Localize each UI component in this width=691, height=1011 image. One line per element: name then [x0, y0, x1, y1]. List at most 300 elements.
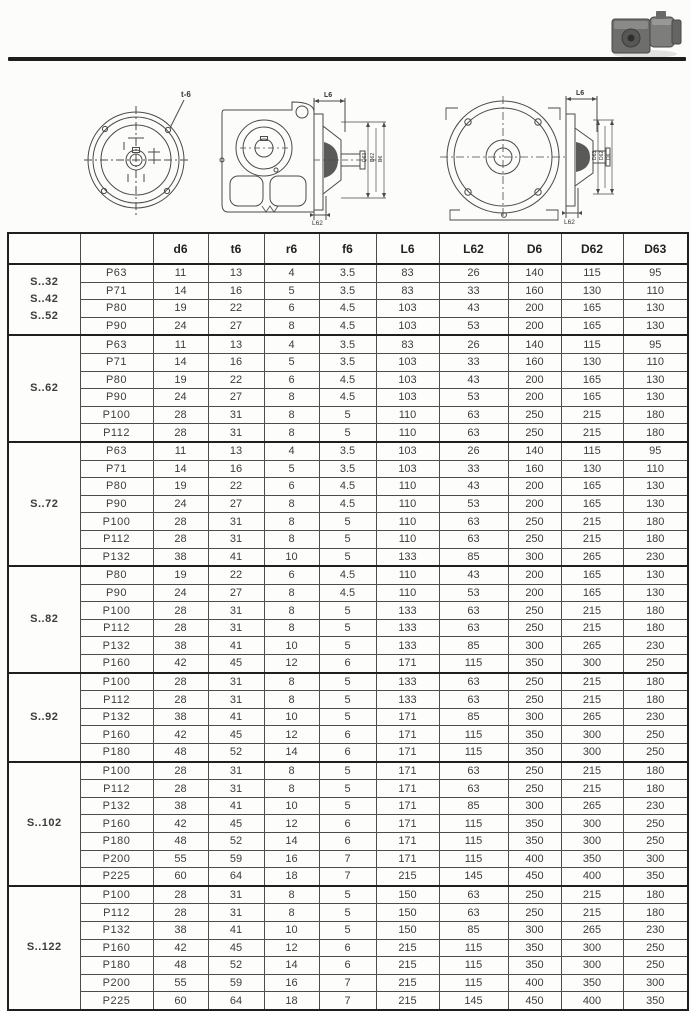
dim-value-cell: 63	[439, 530, 508, 548]
dim-value-cell: 38	[153, 548, 208, 566]
dim-value-cell: 5	[319, 406, 376, 424]
dim-value-cell: 230	[623, 921, 688, 939]
dim-value-cell: 171	[376, 780, 439, 798]
dim-value-cell: 11	[153, 442, 208, 460]
dim-value-cell: 8	[264, 406, 319, 424]
dim-value-cell: 22	[208, 478, 264, 496]
dim-value-cell: 265	[561, 708, 623, 726]
column-header: d6	[153, 233, 208, 264]
motor-size-label: P100	[80, 886, 153, 904]
dim-value-cell: 28	[153, 904, 208, 922]
dim-value-cell: 48	[153, 833, 208, 851]
dim-value-cell: 215	[561, 406, 623, 424]
dim-value-cell: 171	[376, 744, 439, 762]
motor-size-label: P160	[80, 726, 153, 744]
table-row	[8, 513, 688, 531]
gearmotor-photo	[607, 7, 685, 59]
dim-value-cell: 5	[319, 673, 376, 691]
dim-value-cell: 31	[208, 886, 264, 904]
dim-value-cell: 26	[439, 264, 508, 282]
dim-value-cell: 350	[561, 974, 623, 992]
dim-value-cell: 41	[208, 921, 264, 939]
flange-leader-label: t-6	[181, 90, 191, 99]
dim-value-cell: 171	[376, 726, 439, 744]
dim-value-cell: 300	[623, 974, 688, 992]
dim-value-cell: 31	[208, 691, 264, 709]
series-label: S..122	[8, 886, 80, 1010]
dim-value-cell: 31	[208, 424, 264, 442]
dim-value-cell: 12	[264, 655, 319, 673]
dim-value-cell: 16	[208, 460, 264, 478]
dim-value-cell: 12	[264, 939, 319, 957]
dim-value-cell: 450	[508, 868, 561, 886]
dim-value-cell: 180	[623, 619, 688, 637]
dim-value-cell: 171	[376, 655, 439, 673]
dim-value-cell: 250	[508, 691, 561, 709]
motor-size-label: P63	[80, 264, 153, 282]
dim-value-cell: 250	[508, 904, 561, 922]
dim-value-cell: 5	[319, 780, 376, 798]
dim-value-cell: 215	[376, 939, 439, 957]
dim-value-cell: 215	[561, 602, 623, 620]
dim-value-cell: 130	[623, 478, 688, 496]
dim-value-cell: 5	[319, 797, 376, 815]
dim-value-cell: 83	[376, 264, 439, 282]
dim-value-cell: 180	[623, 886, 688, 904]
dim-value-cell: 115	[439, 939, 508, 957]
dim-value-cell: 28	[153, 530, 208, 548]
motor-size-label: P100	[80, 513, 153, 531]
dim-value-cell: 63	[439, 424, 508, 442]
table-row	[8, 619, 688, 637]
dim-value-cell: 31	[208, 406, 264, 424]
dim-value-cell: 200	[508, 317, 561, 335]
dim-value-cell: 3.5	[319, 264, 376, 282]
dim-value-cell: 16	[264, 974, 319, 992]
dim-value-cell: 6	[319, 744, 376, 762]
dim-value-cell: 215	[561, 904, 623, 922]
dim-value-cell: 350	[508, 655, 561, 673]
table-row	[8, 886, 688, 904]
dim-value-cell: 8	[264, 389, 319, 407]
dim-value-cell: 8	[264, 602, 319, 620]
dim-value-cell: 300	[561, 655, 623, 673]
dim-value-cell: 8	[264, 317, 319, 335]
dim-value-cell: 133	[376, 637, 439, 655]
l62-dim-label-2: L62	[564, 219, 575, 226]
dim-value-cell: 28	[153, 886, 208, 904]
dim-value-cell: 110	[623, 353, 688, 371]
table-row	[8, 566, 688, 584]
dim-value-cell: 19	[153, 371, 208, 389]
dim-value-cell: 300	[508, 708, 561, 726]
dim-value-cell: 215	[561, 424, 623, 442]
dim-value-cell: 160	[508, 353, 561, 371]
dim-value-cell: 22	[208, 371, 264, 389]
dim-value-cell: 115	[439, 957, 508, 975]
table-row	[8, 833, 688, 851]
dim-value-cell: 400	[508, 974, 561, 992]
motor-size-label: P180	[80, 833, 153, 851]
dim-value-cell: 350	[508, 957, 561, 975]
dim-value-cell: 140	[508, 442, 561, 460]
dim-value-cell: 450	[508, 992, 561, 1010]
dim-value-cell: 133	[376, 548, 439, 566]
dim-value-cell: 110	[623, 282, 688, 300]
dim-value-cell: 150	[376, 886, 439, 904]
dim-value-cell: 7	[319, 850, 376, 868]
dim-value-cell: 115	[439, 726, 508, 744]
dim-value-cell: 53	[439, 495, 508, 513]
dim-value-cell: 180	[623, 673, 688, 691]
dim-value-cell: 230	[623, 797, 688, 815]
dim-value-cell: 6	[319, 726, 376, 744]
dim-value-cell: 5	[319, 602, 376, 620]
dim-value-cell: 200	[508, 478, 561, 496]
dim-value-cell: 150	[376, 921, 439, 939]
dim-value-cell: 3.5	[319, 282, 376, 300]
dim-value-cell: 110	[376, 513, 439, 531]
table-row	[8, 371, 688, 389]
dim-value-cell: 4	[264, 264, 319, 282]
dim-value-cell: 41	[208, 548, 264, 566]
table-row	[8, 548, 688, 566]
dim-value-cell: 5	[319, 548, 376, 566]
dim-value-cell: 63	[439, 904, 508, 922]
dim-value-cell: 115	[439, 850, 508, 868]
table-row	[8, 282, 688, 300]
dim-value-cell: 11	[153, 264, 208, 282]
dim-value-cell: 38	[153, 708, 208, 726]
table-row	[8, 406, 688, 424]
dim-value-cell: 180	[623, 530, 688, 548]
dim-value-cell: 14	[264, 744, 319, 762]
dim-value-cell: 110	[376, 566, 439, 584]
motor-size-label: P80	[80, 371, 153, 389]
dim-value-cell: 400	[561, 868, 623, 886]
flange-front-view-drawing	[68, 84, 218, 226]
dim-value-cell: 110	[376, 584, 439, 602]
table-row	[8, 300, 688, 318]
dim-value-cell: 5	[319, 424, 376, 442]
dim-value-cell: 31	[208, 602, 264, 620]
motor-size-label: P80	[80, 300, 153, 318]
dim-value-cell: 215	[561, 886, 623, 904]
column-header: L6	[376, 233, 439, 264]
dim-value-cell: 250	[508, 406, 561, 424]
table-row	[8, 780, 688, 798]
dim-value-cell: 5	[319, 530, 376, 548]
dimensions-table	[7, 232, 689, 1011]
dim-value-cell: 19	[153, 566, 208, 584]
dim-value-cell: 350	[508, 833, 561, 851]
dim-value-cell: 38	[153, 637, 208, 655]
dim-value-cell: 115	[439, 744, 508, 762]
dim-table-body	[8, 264, 688, 1010]
table-row	[8, 762, 688, 780]
dim-value-cell: 7	[319, 992, 376, 1010]
dim-value-cell: 130	[623, 300, 688, 318]
dim-value-cell: 24	[153, 317, 208, 335]
motor-size-label: P63	[80, 335, 153, 353]
dim-value-cell: 59	[208, 974, 264, 992]
dim-value-cell: 150	[376, 904, 439, 922]
motor-size-label: P90	[80, 389, 153, 407]
dim-value-cell: 28	[153, 762, 208, 780]
dim-value-cell: 3.5	[319, 335, 376, 353]
l62-dim-label: L62	[312, 220, 323, 226]
dim-value-cell: 171	[376, 815, 439, 833]
dim-value-cell: 6	[319, 833, 376, 851]
dim-value-cell: 400	[508, 850, 561, 868]
dim-value-cell: 115	[439, 815, 508, 833]
motor-size-label: P160	[80, 939, 153, 957]
dim-value-cell: 300	[561, 744, 623, 762]
dim-value-cell: 103	[376, 389, 439, 407]
dim-value-cell: 180	[623, 780, 688, 798]
dim-value-cell: 5	[264, 282, 319, 300]
dim-value-cell: 300	[561, 815, 623, 833]
table-row	[8, 584, 688, 602]
dim-value-cell: 48	[153, 957, 208, 975]
dim-value-cell: 27	[208, 317, 264, 335]
motor-size-label: P100	[80, 406, 153, 424]
dim-value-cell: 14	[264, 957, 319, 975]
dim-value-cell: 5	[319, 691, 376, 709]
dim-value-cell: 180	[623, 691, 688, 709]
dim-value-cell: 110	[376, 424, 439, 442]
dim-value-cell: 85	[439, 637, 508, 655]
table-row	[8, 442, 688, 460]
dim-value-cell: 215	[376, 992, 439, 1010]
table-row	[8, 815, 688, 833]
dim-value-cell: 5	[319, 886, 376, 904]
motor-size-label: P112	[80, 424, 153, 442]
dim-value-cell: 215	[376, 974, 439, 992]
dim-value-cell: 165	[561, 300, 623, 318]
dim-value-cell: 250	[623, 939, 688, 957]
dim-value-cell: 350	[508, 815, 561, 833]
dim-value-cell: 5	[319, 513, 376, 531]
dim-value-cell: 31	[208, 904, 264, 922]
dim-value-cell: 5	[264, 353, 319, 371]
dim-value-cell: 12	[264, 815, 319, 833]
dim-value-cell: 16	[208, 282, 264, 300]
table-row	[8, 478, 688, 496]
motor-size-label: P71	[80, 353, 153, 371]
dim-value-cell: 31	[208, 762, 264, 780]
dim-value-cell: 115	[439, 833, 508, 851]
dim-value-cell: 165	[561, 317, 623, 335]
dim-value-cell: 130	[623, 371, 688, 389]
dim-value-cell: 10	[264, 637, 319, 655]
dim-value-cell: 95	[623, 335, 688, 353]
dim-value-cell: 4.5	[319, 317, 376, 335]
dim-value-cell: 63	[439, 691, 508, 709]
dim-value-cell: 6	[319, 655, 376, 673]
dim-value-cell: 7	[319, 974, 376, 992]
dim-value-cell: 8	[264, 780, 319, 798]
dim-value-cell: 133	[376, 602, 439, 620]
dim-value-cell: 6	[264, 300, 319, 318]
dim-value-cell: 28	[153, 691, 208, 709]
dim-value-cell: 7	[319, 868, 376, 886]
dim-value-cell: 42	[153, 815, 208, 833]
motor-size-label: P200	[80, 850, 153, 868]
table-row	[8, 460, 688, 478]
series-label: S..102	[8, 762, 80, 886]
dim-value-cell: 8	[264, 530, 319, 548]
dim-value-cell: 8	[264, 495, 319, 513]
dim-value-cell: 48	[153, 744, 208, 762]
dim-value-cell: 24	[153, 389, 208, 407]
dim-value-cell: 165	[561, 478, 623, 496]
dim-value-cell: 180	[623, 602, 688, 620]
dim-value-cell: 8	[264, 691, 319, 709]
table-row	[8, 389, 688, 407]
motor-size-label: P112	[80, 780, 153, 798]
dim-value-cell: 200	[508, 389, 561, 407]
dim-value-cell: 300	[561, 833, 623, 851]
l6-dim-label-2: L6	[576, 90, 585, 97]
dim-value-cell: 400	[561, 992, 623, 1010]
dim-value-cell: 55	[153, 974, 208, 992]
dim-value-cell: 300	[508, 921, 561, 939]
dim-value-cell: 27	[208, 389, 264, 407]
dim-value-cell: 300	[508, 548, 561, 566]
gearbox-front-view-drawing	[420, 84, 618, 226]
dim-value-cell: 42	[153, 939, 208, 957]
dim-value-cell: 130	[623, 317, 688, 335]
table-row	[8, 726, 688, 744]
header-rule	[8, 57, 686, 61]
dim-value-cell: 10	[264, 797, 319, 815]
dim-value-cell: 42	[153, 726, 208, 744]
dim-value-cell: 200	[508, 566, 561, 584]
dim-value-cell: 133	[376, 673, 439, 691]
dim-value-cell: 130	[623, 495, 688, 513]
dim-value-cell: 171	[376, 833, 439, 851]
dim-value-cell: 250	[623, 726, 688, 744]
table-row	[8, 264, 688, 282]
table-row	[8, 495, 688, 513]
dim-value-cell: 250	[508, 673, 561, 691]
dim-value-cell: 300	[508, 637, 561, 655]
d63-dim-label: D63	[362, 152, 368, 162]
dim-value-cell: 215	[561, 780, 623, 798]
series-label: S..72	[8, 442, 80, 566]
dim-value-cell: 110	[376, 478, 439, 496]
table-row	[8, 424, 688, 442]
dim-value-cell: 6	[319, 815, 376, 833]
dim-value-cell: 103	[376, 317, 439, 335]
dim-value-cell: 171	[376, 762, 439, 780]
column-header: L62	[439, 233, 508, 264]
dim-value-cell: 8	[264, 673, 319, 691]
dim-value-cell: 160	[508, 282, 561, 300]
dim-value-cell: 26	[439, 335, 508, 353]
dim-table-head-row	[8, 233, 688, 264]
dim-value-cell: 165	[561, 389, 623, 407]
motor-size-label: P80	[80, 478, 153, 496]
dim-value-cell: 250	[508, 530, 561, 548]
table-row	[8, 957, 688, 975]
dim-value-cell: 6	[264, 566, 319, 584]
dim-value-cell: 140	[508, 264, 561, 282]
dim-value-cell: 59	[208, 850, 264, 868]
dim-value-cell: 5	[319, 637, 376, 655]
dim-value-cell: 165	[561, 495, 623, 513]
motor-size-label: P225	[80, 992, 153, 1010]
table-row	[8, 868, 688, 886]
dim-value-cell: 10	[264, 548, 319, 566]
dim-value-cell: 300	[561, 957, 623, 975]
dim-value-cell: 250	[508, 619, 561, 637]
dim-value-cell: 14	[153, 460, 208, 478]
motor-size-label: P112	[80, 904, 153, 922]
dimensions-table-wrap	[7, 232, 687, 1011]
table-row	[8, 317, 688, 335]
dim-value-cell: 28	[153, 619, 208, 637]
dim-value-cell: 63	[439, 673, 508, 691]
dim-value-cell: 41	[208, 797, 264, 815]
motor-size-label: P71	[80, 282, 153, 300]
dim-value-cell: 165	[561, 584, 623, 602]
dim-value-cell: 171	[376, 708, 439, 726]
dim-value-cell: 38	[153, 797, 208, 815]
dim-value-cell: 215	[561, 513, 623, 531]
table-row	[8, 921, 688, 939]
dim-value-cell: 145	[439, 868, 508, 886]
table-row	[8, 797, 688, 815]
dim-value-cell: 165	[561, 566, 623, 584]
dim-value-cell: 63	[439, 602, 508, 620]
dim-value-cell: 45	[208, 655, 264, 673]
dim-value-cell: 5	[319, 762, 376, 780]
dim-value-cell: 250	[508, 424, 561, 442]
dim-value-cell: 115	[439, 974, 508, 992]
column-header: D63	[623, 233, 688, 264]
dim-value-cell: 8	[264, 762, 319, 780]
series-label: S..32 S..42 S..52	[8, 264, 80, 335]
dim-value-cell: 5	[319, 921, 376, 939]
dim-value-cell: 215	[561, 619, 623, 637]
dim-value-cell: 250	[508, 762, 561, 780]
dim-value-cell: 110	[376, 495, 439, 513]
column-header: D62	[561, 233, 623, 264]
motor-size-label: P180	[80, 744, 153, 762]
dim-value-cell: 300	[623, 850, 688, 868]
dim-value-cell: 31	[208, 673, 264, 691]
dim-value-cell: 200	[508, 371, 561, 389]
dim-value-cell: 41	[208, 637, 264, 655]
column-header	[8, 233, 80, 264]
dim-value-cell: 4	[264, 335, 319, 353]
dim-value-cell: 300	[508, 797, 561, 815]
dim-value-cell: 4.5	[319, 478, 376, 496]
table-row	[8, 602, 688, 620]
dim-value-cell: 22	[208, 566, 264, 584]
dim-value-cell: 215	[376, 957, 439, 975]
dim-value-cell: 250	[623, 744, 688, 762]
dim-value-cell: 250	[623, 957, 688, 975]
dim-value-cell: 8	[264, 904, 319, 922]
dim-value-cell: 350	[508, 744, 561, 762]
dim-value-cell: 265	[561, 797, 623, 815]
dim-value-cell: 250	[508, 513, 561, 531]
dim-value-cell: 42	[153, 655, 208, 673]
dim-value-cell: 215	[561, 530, 623, 548]
